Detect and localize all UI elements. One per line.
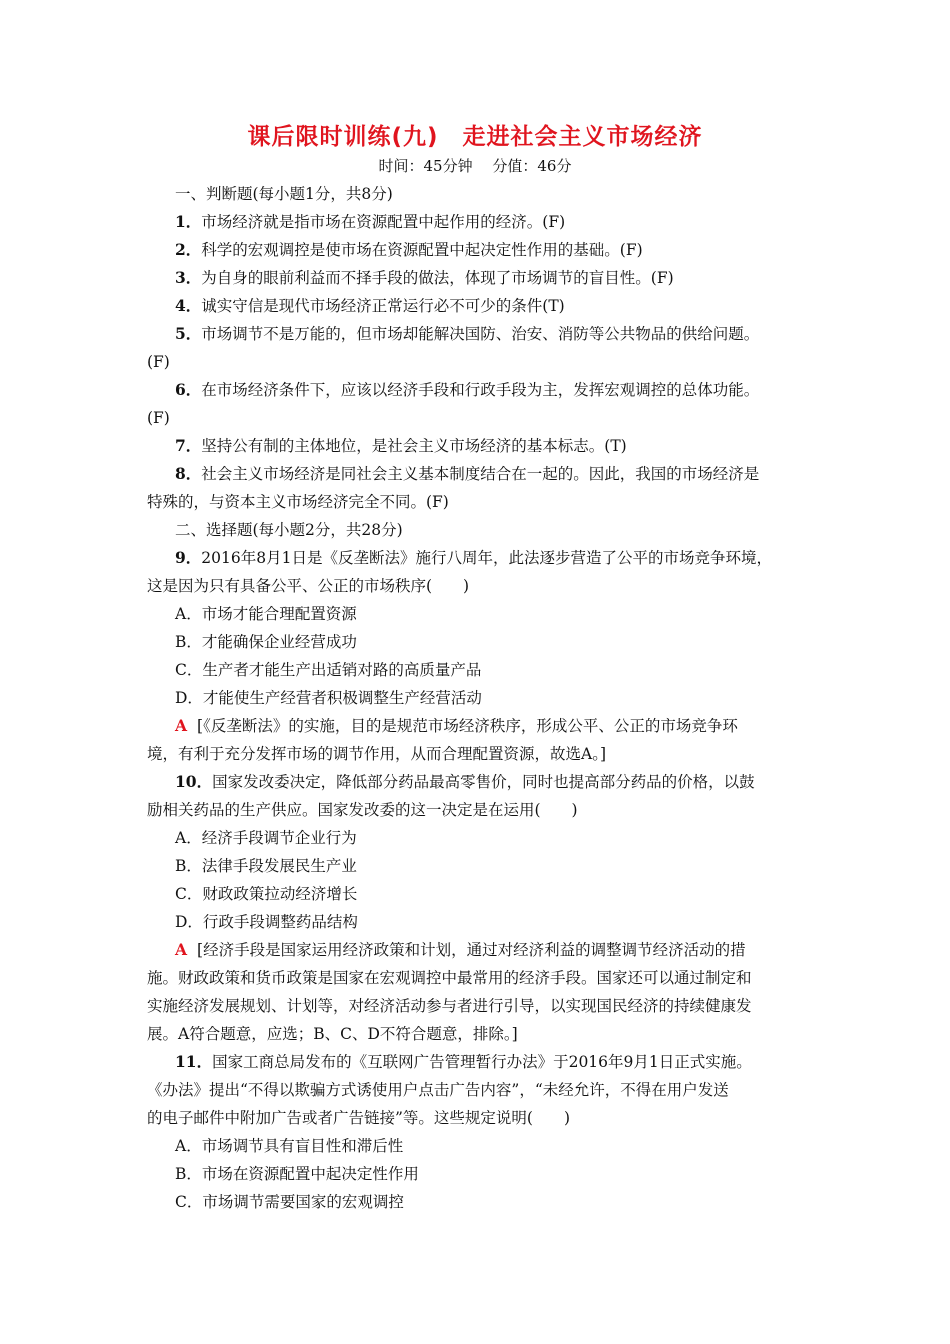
explanation-line xyxy=(147,992,807,1020)
question-number: 11． xyxy=(175,1052,213,1071)
question-line xyxy=(147,1104,807,1132)
item-text: (F) xyxy=(147,409,170,427)
item-text: 社会主义市场经济是同社会主义基本制度结合在一起的。因此，我国的市场经济是 xyxy=(201,465,760,483)
explanation-text: 实施经济发展规划、计划等，对经济活动参与者进行引导，以实现国民经济的持续健康发 xyxy=(147,997,752,1015)
explanation-text: 境，有利于充分发挥市场的调节作用，从而合理配置资源，故选A。] xyxy=(147,745,606,763)
question-line xyxy=(147,768,807,796)
explanation-text: 展。A符合题意，应选；B、C、D不符合题意，排除。] xyxy=(147,1025,518,1043)
question-number: 9． xyxy=(175,548,202,567)
correct-answer: A xyxy=(175,716,188,735)
item-line xyxy=(147,488,807,516)
question-9 xyxy=(147,544,807,768)
section-2-heading: 二、选择题(每小题2分，共28分) xyxy=(175,521,403,539)
item-line xyxy=(147,460,807,488)
question-text: 《办法》提出“不得以欺骗方式诱使用户点击广告内容”，“未经允许，不得在用户发送 xyxy=(147,1081,729,1099)
explanation-line xyxy=(147,964,807,992)
question-10 xyxy=(147,768,807,1048)
judgement-item xyxy=(147,460,807,516)
explanation-text: [《反垄断法》的实施，目的是规范市场经济秩序，形成公平、公正的市场竞争环 xyxy=(197,717,738,735)
answer-option: B．才能确保企业经营成功 xyxy=(175,633,357,651)
answer-option: C．生产者才能生产出适销对路的高质量产品 xyxy=(175,661,482,679)
content-body xyxy=(147,180,807,1216)
answer-option: A．市场才能合理配置资源 xyxy=(175,605,357,623)
question-text: 励相关药品的生产供应。国家发改委的这一决定是在运用( ) xyxy=(147,801,578,819)
item-line xyxy=(147,376,807,404)
question-line xyxy=(147,572,807,600)
judgement-item xyxy=(147,376,807,432)
judgement-item xyxy=(147,320,807,376)
item-line xyxy=(147,264,807,292)
item-number: 4． xyxy=(175,296,202,315)
item-number: 2． xyxy=(175,240,202,259)
item-number: 7． xyxy=(175,436,202,455)
question-text: 国家发改委决定，降低部分药品最高零售价，同时也提高部分药品的价格，以鼓 xyxy=(212,773,755,791)
time-score-info: 时间：45分钟 分值：46分 xyxy=(378,157,572,175)
judgement-item xyxy=(147,208,807,236)
item-line xyxy=(147,404,807,432)
explanation-line xyxy=(147,936,807,964)
explanation-line xyxy=(147,740,807,768)
item-text: 坚持公有制的主体地位，是社会主义市场经济的基本标志。(T) xyxy=(201,437,627,455)
item-number: 5． xyxy=(175,324,202,343)
item-text: 在市场经济条件下，应该以经济手段和行政手段为主，发挥宏观调控的总体功能。 xyxy=(201,381,760,399)
item-text: 特殊的，与资本主义市场经济完全不同。(F) xyxy=(147,493,449,511)
item-text: 诚实守信是现代市场经济正常运行必不可少的条件(T) xyxy=(201,297,565,315)
question-11 xyxy=(147,1048,807,1216)
explanation-line xyxy=(147,1020,807,1048)
item-line xyxy=(147,236,807,264)
item-line xyxy=(147,320,807,348)
explanation-text: 施。财政政策和货币政策是国家在宏观调控中最常用的经济手段。国家还可以通过制定和 xyxy=(147,969,752,987)
item-line xyxy=(147,432,807,460)
question-text: 国家工商总局发布的《互联网广告管理暂行办法》于2016年9月1日正式实施。 xyxy=(212,1053,752,1071)
explanation-text: [经济手段是国家运用经济政策和计划，通过对经济利益的调整调节经济活动的措 xyxy=(197,941,746,959)
item-number: 8． xyxy=(175,464,202,483)
answer-option: A．市场调节具有盲目性和滞后性 xyxy=(175,1137,404,1155)
item-line xyxy=(147,348,807,376)
question-number: 10． xyxy=(175,772,213,791)
section-1-heading: 一、判断题(每小题1分，共8分) xyxy=(175,185,393,203)
item-number: 1． xyxy=(175,212,202,231)
answer-option: A．经济手段调节企业行为 xyxy=(175,829,357,847)
answer-option: D．行政手段调整药品结构 xyxy=(175,913,358,931)
judgement-item xyxy=(147,264,807,292)
question-line xyxy=(147,1048,807,1076)
item-line xyxy=(147,208,807,236)
item-text: 为自身的眼前利益而不择手段的做法，体现了市场调节的盲目性。(F) xyxy=(201,269,674,287)
judgement-item xyxy=(147,236,807,264)
question-line xyxy=(147,796,807,824)
answer-option: D．才能使生产经营者积极调整生产经营活动 xyxy=(175,689,482,707)
question-text: 这是因为只有具备公平、公正的市场秩序( ) xyxy=(147,577,470,595)
answer-option: C．市场调节需要国家的宏观调控 xyxy=(175,1193,404,1211)
item-number: 6． xyxy=(175,380,202,399)
question-line xyxy=(147,1076,807,1104)
question-text: 2016年8月1日是《反垄断法》施行八周年，此法逐步营造了公平的市场竞争环境， xyxy=(201,549,772,567)
question-text: 的电子邮件中附加广告或者广告链接”等。这些规定说明( ) xyxy=(147,1109,571,1127)
answer-option: C．财政政策拉动经济增长 xyxy=(175,885,358,903)
item-text: 科学的宏观调控是使市场在资源配置中起决定性作用的基础。(F) xyxy=(201,241,643,259)
item-text: (F) xyxy=(147,353,170,371)
answer-option: B．法律手段发展民生产业 xyxy=(175,857,357,875)
judgement-item xyxy=(147,292,807,320)
item-line xyxy=(147,292,807,320)
correct-answer: A xyxy=(175,940,188,959)
question-line xyxy=(147,544,807,572)
answer-option: B．市场在资源配置中起决定性作用 xyxy=(175,1165,419,1183)
judgement-item xyxy=(147,432,807,460)
page-title: 课后限时训练(九) 走进社会主义市场经济 xyxy=(247,124,703,150)
item-text: 市场经济就是指市场在资源配置中起作用的经济。(F) xyxy=(201,213,566,231)
item-text: 市场调节不是万能的，但市场却能解决国防、治安、消防等公共物品的供给问题。 xyxy=(201,325,760,343)
item-number: 3． xyxy=(175,268,202,287)
explanation-line xyxy=(147,712,807,740)
